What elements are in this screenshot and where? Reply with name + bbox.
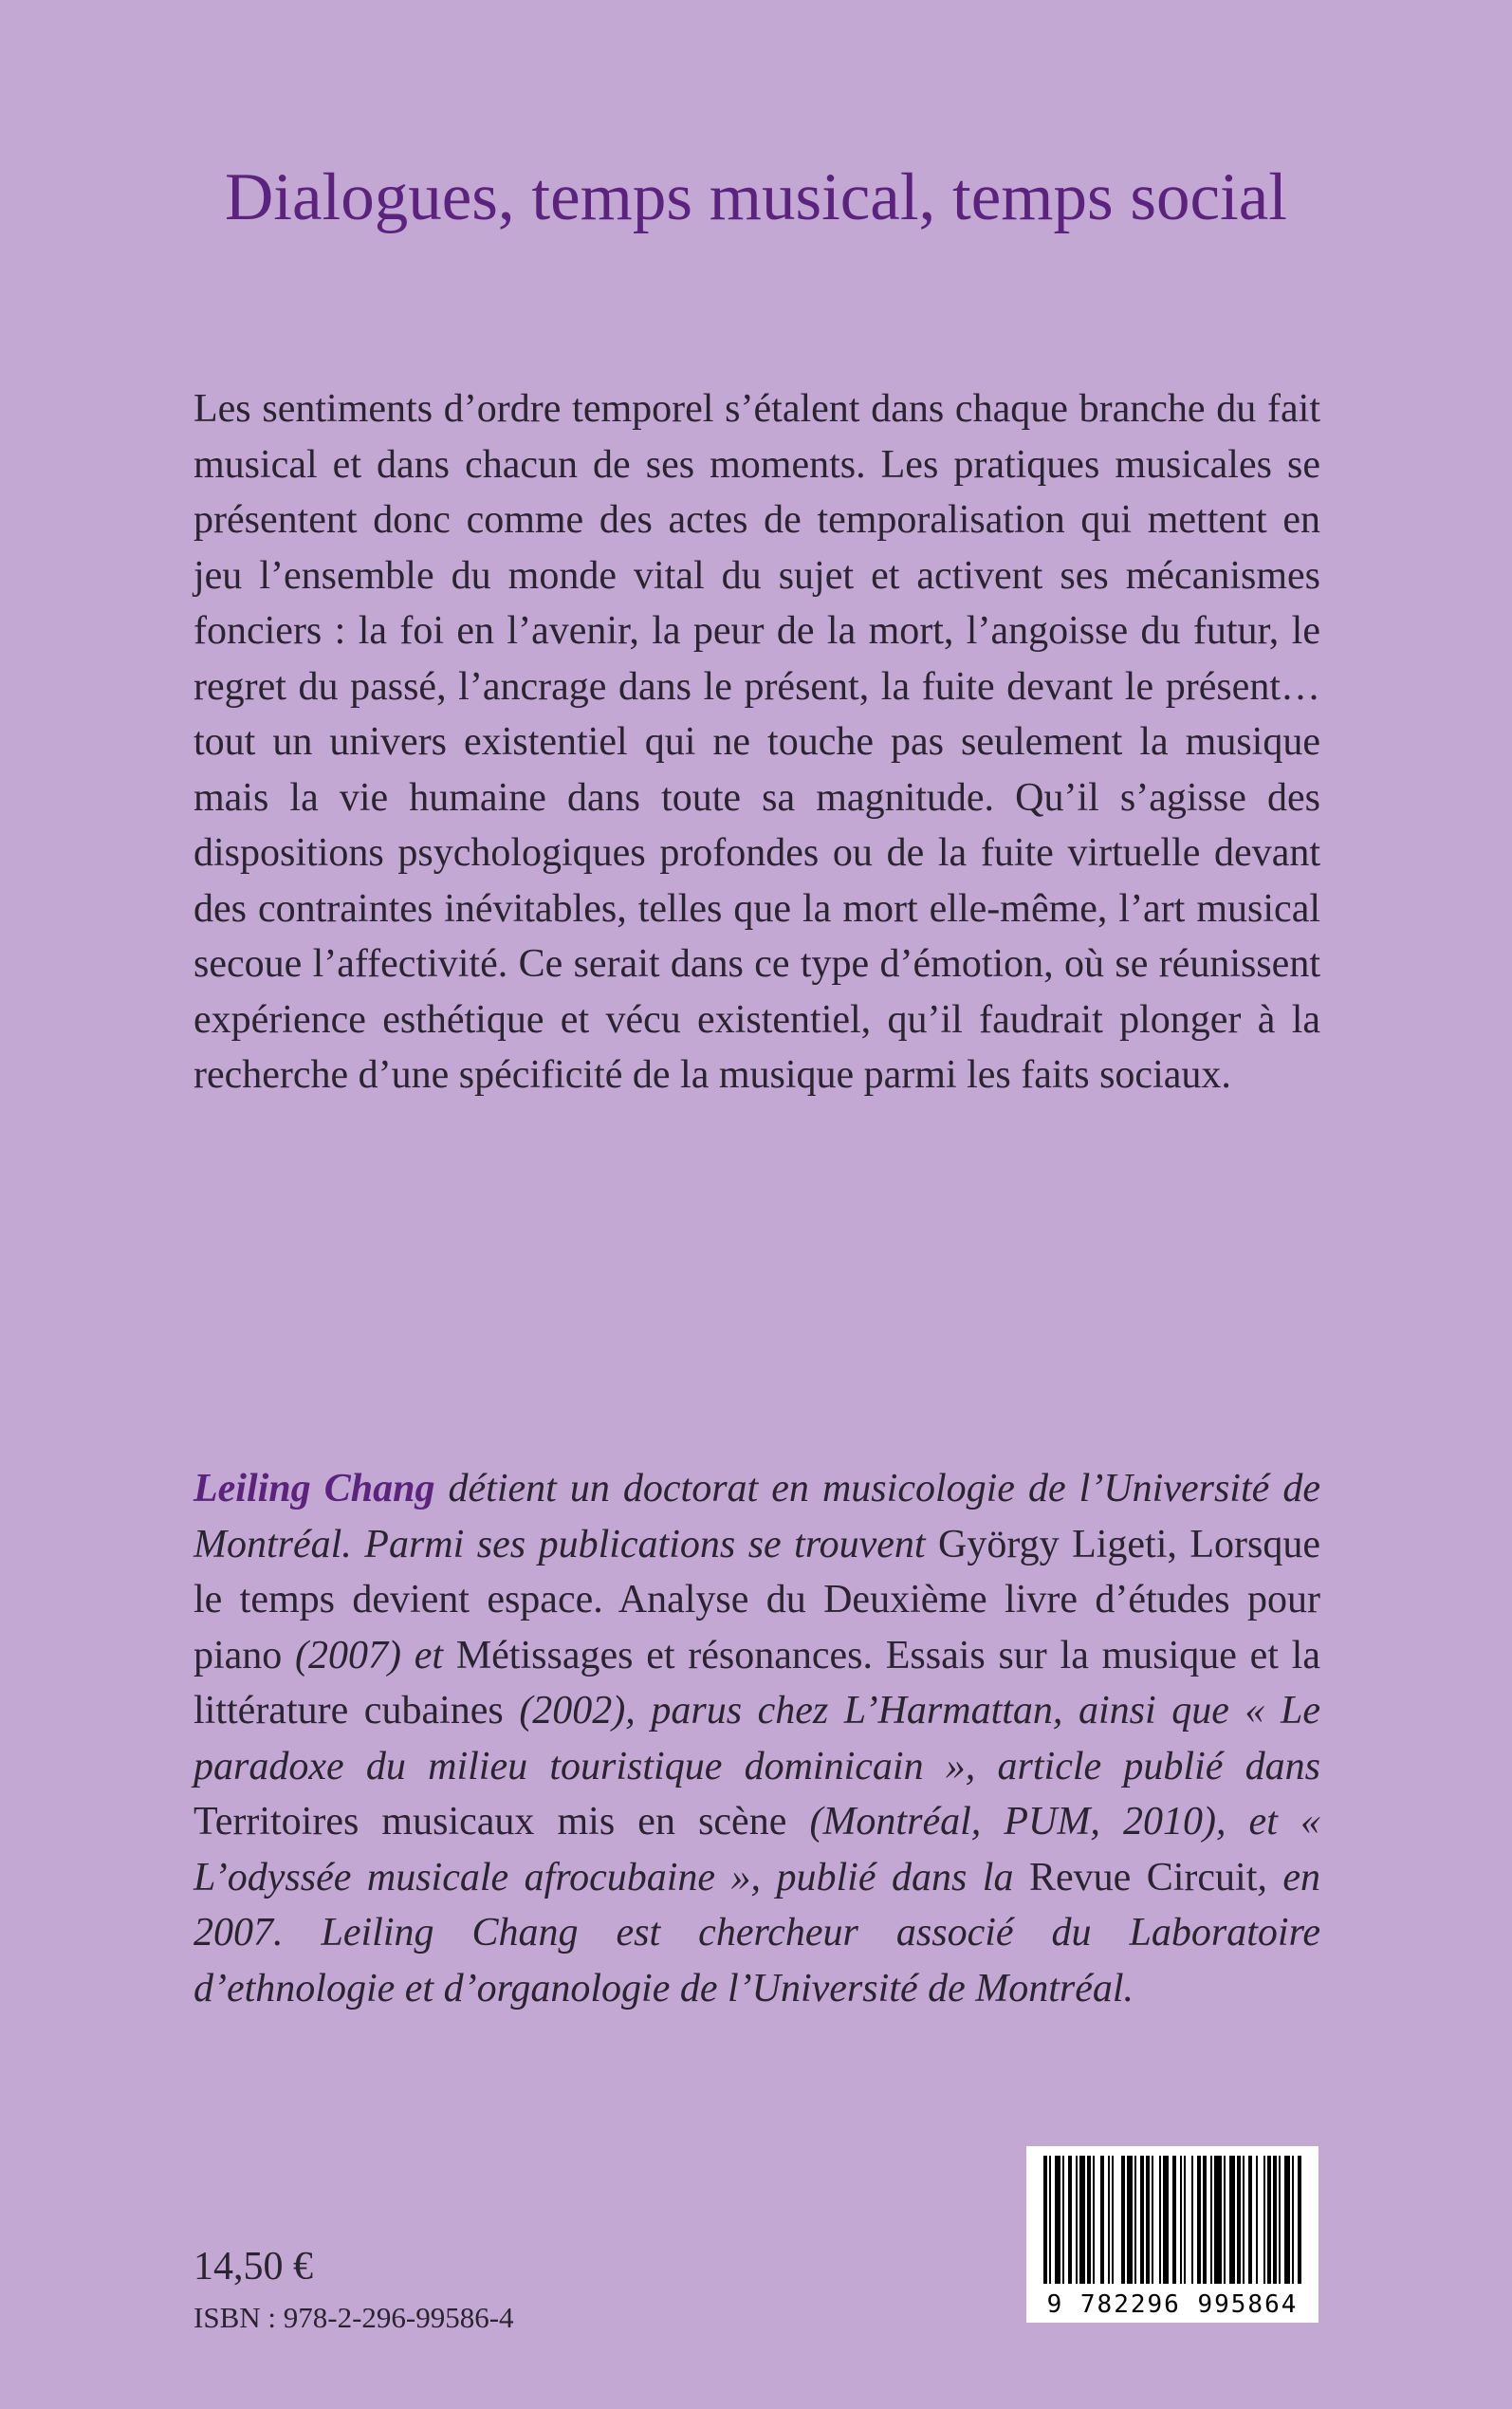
barcode-bar	[1229, 2156, 1235, 2284]
barcode	[1026, 2146, 1318, 2323]
barcode-bar	[1256, 2156, 1258, 2284]
bio-book-3: Territoires musicaux mis en scène	[194, 1800, 787, 1844]
isbn: ISBN : 978-2-296-99586-4	[194, 2301, 514, 2334]
bio-text-3: (2002), parus chez L’Harmattan, ainsi que « Le paradoxe du milieu touristique dominicain », article publié dans	[194, 1689, 1320, 1788]
barcode-bar	[1237, 2156, 1241, 2284]
barcode-bar	[1068, 2156, 1072, 2284]
barcode-bar	[1134, 2156, 1136, 2284]
barcode-bar	[1079, 2156, 1085, 2284]
barcode-bar	[1076, 2156, 1078, 2284]
barcode-bar	[1159, 2156, 1161, 2284]
barcode-bar	[1043, 2156, 1047, 2284]
barcode-bar	[1146, 2156, 1150, 2284]
barcode-bar	[1108, 2156, 1110, 2284]
barcode-bar	[1152, 2156, 1153, 2284]
book-title: Dialogues, temps musical, temps social	[224, 160, 1288, 234]
barcode-bar	[1184, 2156, 1186, 2284]
barcode-bar	[1197, 2156, 1201, 2284]
barcode-bar	[1093, 2156, 1095, 2284]
barcode-bar	[1121, 2156, 1125, 2284]
synopsis-paragraph: Les sentiments d’ordre temporel s’étalent dans chaque branche du fait musical et dans chacun de ses moments. Les pratiques musicales se présentent donc comme des actes de temporalisation qui mettent en jeu l’ensemble du monde vital du sujet et activent ses mécanismes fonciers : la foi en l’avenir, la peur de la mort, l’angoisse du futur, le regret du passé, l’ancrage dans le présent, la fuite devant le présent… tout un univers existentiel qui ne touche pas seulement la musique mais la vie humaine dans toute sa magnitude. Qu’il s’agisse des dispositions psychologiques profondes ou de la fuite virtuelle devant des contraintes inévitables, telles que la mort elle-même, l’art musical secoue l’affectivité. Ce serait dans ce type d’émotion, où se réunissent expérience esthétique et vécu existentiel, qu’il faudrait plonger à la recherche d’une spécificité de la musique parmi les faits sociaux.	[194, 387, 1320, 1097]
barcode-bar	[1273, 2156, 1277, 2284]
barcode-bar	[1292, 2156, 1294, 2284]
bio-text-1: détient un doctorat en musicologie de l’Université de Montréal. Parmi ses publications se trouvent	[194, 1467, 1320, 1566]
barcode-bar	[1062, 2156, 1064, 2284]
barcode-bar	[1163, 2156, 1169, 2284]
barcode-bar	[1087, 2156, 1091, 2284]
barcode-bar	[1191, 2156, 1193, 2284]
barcode-bar	[1049, 2156, 1051, 2284]
barcode-bar	[1298, 2156, 1301, 2284]
bio-text-2: (2007) et	[282, 1633, 456, 1677]
barcode-bars-icon	[1026, 2146, 1318, 2289]
bio-text-4: (Montréal, PUM, 2010), et « L’odyssée musicale afrocubaine », publié dans la	[194, 1800, 1320, 1899]
author-name: Leiling Chang	[194, 1467, 435, 1510]
bio-text-5: , en 2007. Leiling Chang est chercheur associé du Laboratoire d’ethnologie et d’organologie de l’Université de Montréal.	[194, 1855, 1320, 2011]
barcode-bar	[1248, 2156, 1252, 2284]
bio-book-1: György Ligeti, Lorsque le temps devient espace. Analyse du Deuxième livre d’études pour piano	[194, 1522, 1320, 1677]
barcode-bar	[1180, 2156, 1182, 2284]
barcode-bar	[1210, 2156, 1212, 2284]
barcode-bar	[1224, 2156, 1226, 2284]
bio-book-2: Métissages et résonances. Essais sur la musique et la littérature cubaines	[194, 1633, 1320, 1733]
bio-book-4: Revue Circuit	[1028, 1855, 1258, 1899]
barcode-number: 9 782296 995864	[1046, 2290, 1299, 2319]
barcode-bar	[1284, 2156, 1290, 2284]
barcode-bar	[1140, 2156, 1144, 2284]
barcode-bar	[1203, 2156, 1207, 2284]
barcode-bar	[1214, 2156, 1222, 2284]
barcode-bar	[1267, 2156, 1271, 2284]
barcode-bar	[1263, 2156, 1265, 2284]
barcode-bar	[1172, 2156, 1176, 2284]
barcode-bar	[1112, 2156, 1114, 2284]
barcode-bar	[1100, 2156, 1104, 2284]
barcode-bar	[1127, 2156, 1133, 2284]
barcode-bar	[1055, 2156, 1060, 2284]
author-bio	[194, 1461, 1320, 2016]
barcode-bar	[1279, 2156, 1281, 2284]
price: 14,50 €	[194, 2245, 313, 2289]
barcode-bar	[1243, 2156, 1245, 2284]
